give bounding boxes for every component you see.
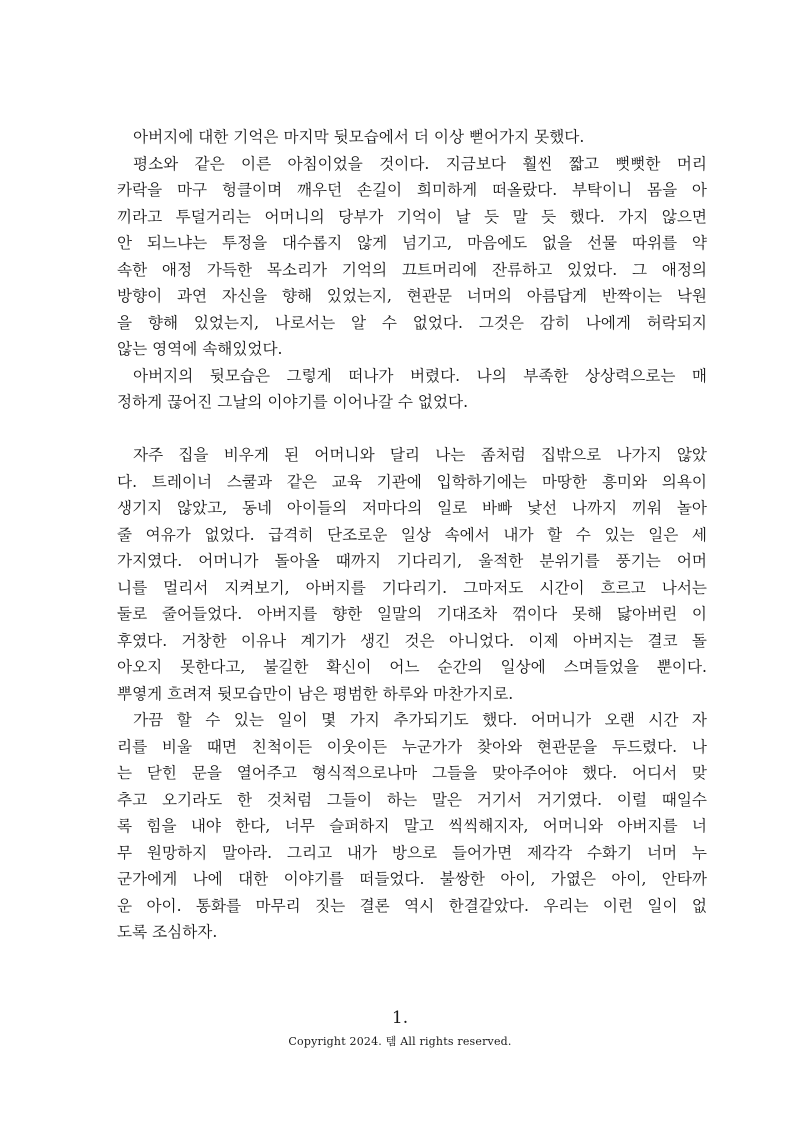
text-line: 무 원망하지 말아라. 그리고 내가 방으로 들어가면 제각각 수화기 너머 누 (117, 843, 707, 862)
text-line: 속한 애정 가득한 목소리가 기억의 끄트머리에 잔류하고 있었다. 그 애정의 (117, 260, 707, 279)
text-line: 카락을 마구 헝클이며 깨우던 손길이 희미하게 떠올랐다. 부탁이니 몸을 아 (117, 181, 707, 199)
paragraph (117, 707, 707, 946)
text-line: 정하게 끊어진 그날의 이야기를 이어나갈 수 없었다. (117, 393, 469, 411)
text-line: 가끔 할 수 있는 일이 몇 가지 추가되기도 했다. 어머니가 오랜 시간 자 (133, 711, 707, 729)
text-line: 평소와 같은 이른 아침이었을 것이다. 지금보다 훨씬 짧고 뻣뻣한 머리 (133, 154, 707, 173)
paragraph-break (117, 416, 707, 443)
text-line: 아오지 못한다고, 불길한 확신이 어느 순간의 일상에 스며들었을 뿐이다. (117, 658, 707, 676)
text-line: 방향이 과연 자신을 향해 있었는지, 현관문 너머의 아름답게 반짝이는 낙원 (117, 287, 707, 305)
text-line: 둘로 줄어들었다. 아버지를 향한 일말의 기대조차 꺾이다 못해 닳아버린 이 (117, 605, 707, 623)
text-line: 운 아이. 통화를 마무리 짓는 결론 역시 한결같았다. 우리는 이런 일이 없 (117, 896, 708, 915)
text-line: 록 힘을 내야 한다, 너무 슬퍼하지 말고 씩씩해지자, 어머니와 아버지를 너 (117, 817, 707, 835)
paragraph (117, 442, 707, 707)
page-number: 1. (391, 1008, 409, 1028)
paragraph (117, 151, 707, 363)
text-line: 안 되느냐는 투정을 대수롭지 않게 넘기고, 마음에도 없을 선물 따위를 약 (117, 234, 707, 252)
text-line: 않는 영역에 속해있었다. (117, 340, 283, 358)
text-line: 니를 멀리서 지켜보기, 아버지를 기다리기. 그마저도 시간이 흐르고 나서는 (117, 578, 707, 597)
text-line: 끼라고 투덜거리는 어머니의 당부가 기억이 날 듯 말 듯 했다. 가지 않으면 (117, 207, 707, 226)
text-line: 다. 트레이너 스쿨과 같은 교육 기관에 입학하기에는 마땅한 흥미와 의욕이 (117, 472, 707, 491)
text-line: 는 닫힌 문을 열어주고 형식적으로나마 그들을 맞아주어야 했다. 어디서 맞 (117, 764, 707, 782)
text-line: 아버지의 뒷모습은 그렇게 떠나가 버렸다. 나의 부족한 상상력으로는 매 (133, 366, 707, 385)
text-line: 자주 집을 비우게 된 어머니와 달리 나는 좀처럼 집밖으로 나가지 않았 (133, 446, 707, 464)
text-line: 뿌옇게 흐려져 뒷모습만이 남은 평범한 하루와 마찬가지로. (117, 684, 514, 703)
document-body (117, 124, 707, 946)
text-line: 아버지에 대한 기억은 마지막 뒷모습에서 더 이상 뻗어가지 못했다. (133, 128, 585, 146)
text-line: 도록 조심하자. (117, 923, 218, 941)
paragraph (117, 363, 707, 416)
paragraph (117, 124, 707, 151)
text-line: 리를 비울 때면 친척이든 이웃이든 누군가가 찾아와 현관문을 두드렸다. 나 (117, 737, 707, 756)
text-line: 가지였다. 어머니가 돌아올 때까지 기다리기, 울적한 분위기를 풍기는 어머 (117, 552, 707, 570)
text-line: 줄 여유가 없었다. 급격히 단조로운 일상 속에서 내가 할 수 있는 일은 세 (117, 525, 707, 544)
text-line: 을 향해 있었는지, 나로서는 알 수 없었다. 그것은 감히 나에게 허락되지 (117, 313, 707, 332)
copyright-notice: Copyright 2024. 템 All rights reserved. (288, 1035, 512, 1048)
text-line: 군가에게 나에 대한 이야기를 떠들었다. 불쌍한 아이, 가엾은 아이, 안타까 (117, 870, 707, 888)
text-line: 생기지 않았고, 동네 아이들의 저마다의 일로 바빠 낯선 나까지 끼워 놀아 (117, 499, 707, 517)
text-line: 후였다. 거창한 이유나 계기가 생긴 것은 아니었다. 이제 아버지는 결코 돌 (117, 631, 707, 650)
text-line: 추고 오기라도 한 것처럼 그들이 하는 말은 거기서 거기였다. 이럴 때일수 (117, 790, 707, 809)
